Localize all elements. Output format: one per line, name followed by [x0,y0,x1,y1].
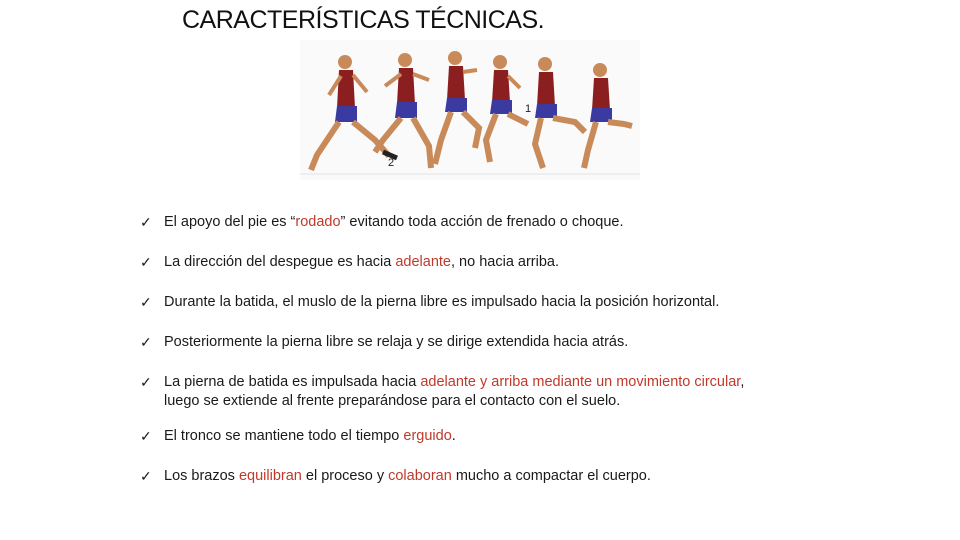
check-icon: ✓ [140,254,152,270]
runner-figure [311,55,397,170]
check-icon: ✓ [140,294,152,310]
highlighted-term: adelante [395,254,451,270]
bullet-text [164,213,624,232]
bullet-text-segment: El tronco se mantiene todo el tiempo [164,428,404,444]
bullet-text-continuation: luego se extiende al frente preparándose para el contacto con el suelo. [164,393,621,409]
figure-label-1: 1 [525,103,532,115]
check-icon: ✓ [140,374,152,390]
bullet-text [164,467,651,486]
bullet-text-segment: El apoyo del pie es “ [164,214,296,230]
bullet-text [164,427,456,446]
bullet-text-segment: , [740,374,745,390]
bullet-text-segment: La dirección del despegue es hacia [164,254,396,270]
highlighted-term: colaboran [388,468,452,484]
bullet-text-segment: Los brazos [164,468,239,484]
highlighted-term: equilibran [238,468,302,484]
bullet-text-segment: ” evitando toda acción de frenado o choque. [340,214,624,230]
check-icon: ✓ [140,334,152,350]
runner-figure [435,51,479,164]
bullet-text-segment: La pierna de batida es impulsada hacia [164,374,421,390]
running-sequence-illustration [300,40,640,180]
check-icon: ✓ [140,428,152,444]
highlighted-term: erguido [403,428,452,444]
page-title: CARACTERÍSTICAS TÉCNICAS. [182,6,545,34]
check-icon: ✓ [140,214,152,230]
runner-figure [535,57,585,168]
runner-figure [486,55,528,162]
bullet-text-segment: el proceso y [301,468,389,484]
bullet-text-segment: mucho a compactar el cuerpo. [451,468,651,484]
bullet-text-segment: Posteriormente la pierna libre se relaja y se dirige extendida hacia atrás. [164,334,629,350]
runner-figure [584,63,632,168]
bullet-text [164,293,719,312]
bullet-text [164,373,744,411]
bullet-text [164,333,628,352]
bullet-text-segment: . [451,428,456,444]
bullet-text [164,253,559,272]
highlighted-term: rodado [295,214,341,230]
bullet-text-segment: Durante la batida, el muslo de la pierna libre es impulsado hacia la posición horizontal. [164,294,720,310]
runner-figures [300,40,640,180]
figure-label-2: 2 [388,157,395,169]
highlighted-term: adelante y arriba mediante un movimiento circular [420,374,741,390]
bullet-text-segment: , no hacia arriba. [451,254,560,270]
check-icon: ✓ [140,468,152,484]
